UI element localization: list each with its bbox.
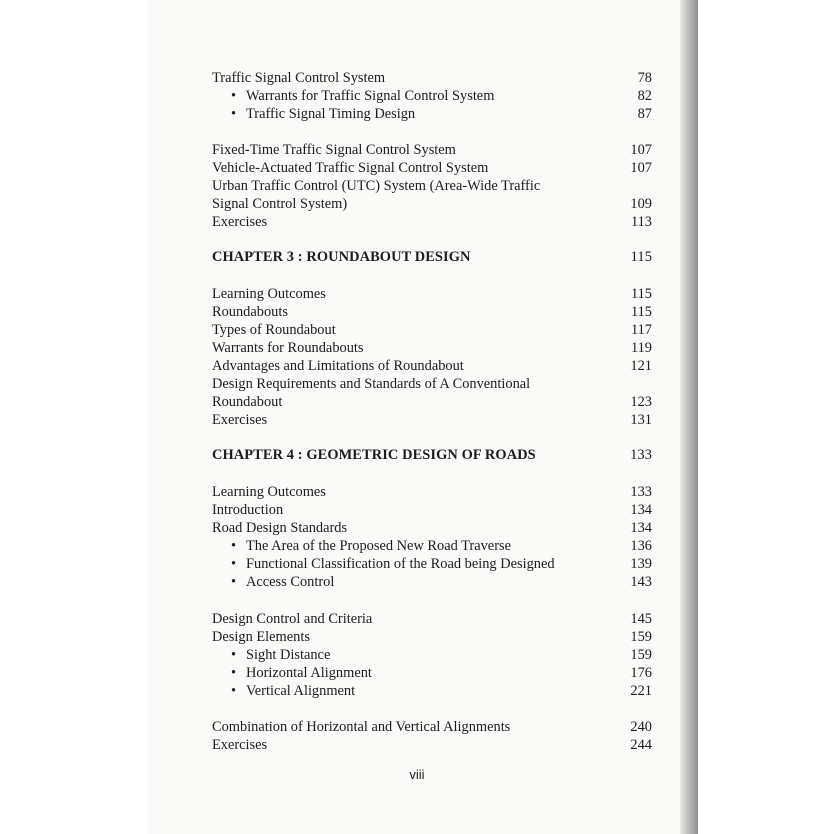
toc-entry	[212, 141, 652, 159]
toc-entry	[212, 718, 652, 736]
toc-entry-title: CHAPTER 4 : GEOMETRIC DESIGN OF ROADS	[212, 447, 536, 463]
toc-entry	[212, 303, 652, 321]
toc-page-number: 221	[630, 683, 652, 699]
toc-entry-title: • The Area of the Proposed New Road Traverse	[246, 537, 511, 555]
toc-entry	[212, 177, 652, 195]
toc-page-number: 107	[630, 160, 652, 176]
toc-entry-title: CHAPTER 3 : ROUNDABOUT DESIGN	[212, 249, 471, 265]
toc-page-number: 134	[630, 520, 652, 536]
toc-page-number: 123	[630, 394, 652, 410]
toc-entry-title: Exercises	[212, 214, 268, 230]
toc-page-number: 87	[637, 106, 652, 122]
toc-entry-title: • Access Control	[246, 573, 334, 591]
toc-page-number: 133	[630, 484, 652, 500]
toc-entry	[212, 321, 652, 339]
toc-entry	[212, 736, 652, 754]
toc-entry-title: Fixed-Time Traffic Signal Control System	[212, 142, 456, 158]
toc-entry	[212, 339, 652, 357]
page-edge-shadow	[680, 0, 698, 834]
toc-entry	[212, 213, 652, 231]
toc-page-number: 117	[630, 322, 652, 338]
toc-entry	[212, 195, 652, 213]
toc-entry-title: • Horizontal Alignment	[246, 664, 372, 682]
toc-entry	[212, 519, 652, 537]
toc-page-number: 107	[630, 142, 652, 158]
toc-entry-title: Combination of Horizontal and Vertical Alignments	[212, 719, 511, 735]
toc-entry-title: Warrants for Roundabouts	[212, 340, 364, 356]
toc-sub-entry	[212, 682, 652, 700]
toc-page-number: 121	[630, 358, 652, 374]
toc-page-number: 131	[630, 412, 652, 428]
toc-entry	[212, 628, 652, 646]
toc-page-number: 82	[637, 88, 652, 104]
toc-page-number: 115	[630, 249, 652, 265]
toc-entry	[212, 483, 652, 501]
toc-page-number: 159	[630, 629, 652, 645]
toc-page-number: 133	[630, 447, 652, 463]
toc-entry	[212, 501, 652, 519]
toc-entry-title: • Sight Distance	[246, 646, 330, 664]
toc-sub-entry	[212, 646, 652, 664]
toc-entry-title: Learning Outcomes	[212, 286, 326, 302]
toc-page-number: 119	[630, 340, 652, 356]
toc-entry-title: Traffic Signal Control System	[212, 70, 386, 86]
toc-entry-title: Vehicle-Actuated Traffic Signal Control System	[212, 160, 489, 176]
toc-entry-title: Roundabouts	[212, 304, 288, 320]
toc-page-number: 143	[630, 574, 652, 590]
toc-entry-title: Signal Control System)	[212, 196, 348, 212]
toc-page-number: 244	[630, 737, 652, 753]
toc-entry-title: Introduction	[212, 502, 284, 518]
toc-page-number: 113	[630, 214, 652, 230]
toc-page-number: 109	[630, 196, 652, 212]
toc-entry	[212, 357, 652, 375]
toc-page-number: 115	[630, 304, 652, 320]
toc-entry-title: • Warrants for Traffic Signal Control System	[246, 87, 494, 105]
toc-entry	[212, 159, 652, 177]
toc-entry-title: • Functional Classification of the Road being Designed	[246, 555, 555, 573]
toc-chapter-heading	[212, 446, 652, 464]
toc-page-number: 78	[637, 70, 652, 86]
toc-entry	[212, 411, 652, 429]
toc-entry-title: Design Control and Criteria	[212, 611, 373, 627]
toc-entry-title: Exercises	[212, 412, 268, 428]
toc-entry-title: Learning Outcomes	[212, 484, 326, 500]
toc-entry	[212, 610, 652, 628]
toc-sub-entry	[212, 573, 652, 591]
toc-page-number: 136	[630, 538, 652, 554]
toc-sub-entry	[212, 105, 652, 123]
toc-entry-title: Urban Traffic Control (UTC) System (Area-Wide Traffic	[212, 178, 541, 194]
toc-page-number: 139	[630, 556, 652, 572]
toc-entry	[212, 69, 652, 87]
toc-entry	[212, 375, 652, 393]
toc-sub-entry	[212, 537, 652, 555]
toc-entry-title: Design Elements	[212, 629, 310, 645]
toc-page-number: 159	[630, 647, 652, 663]
toc-page-number: 134	[630, 502, 652, 518]
toc-page-number: 240	[630, 719, 652, 735]
toc-entry-title: Types of Roundabout	[212, 322, 336, 338]
toc-entry-title: • Vertical Alignment	[246, 682, 355, 700]
toc-entry	[212, 393, 652, 411]
toc-entry-title: Exercises	[212, 737, 268, 753]
toc-page-number: 145	[630, 611, 652, 627]
toc-page-number: 176	[630, 665, 652, 681]
toc-chapter-heading	[212, 248, 652, 266]
toc-entry	[212, 285, 652, 303]
toc-entry-title: Road Design Standards	[212, 520, 348, 536]
toc-page-number: 115	[630, 286, 652, 302]
toc-sub-entry	[212, 664, 652, 682]
toc-sub-entry	[212, 87, 652, 105]
toc-entry-title: • Traffic Signal Timing Design	[246, 105, 415, 123]
toc-entry-title: Roundabout	[212, 394, 283, 410]
toc-entry-title: Advantages and Limitations of Roundabout	[212, 358, 464, 374]
toc-entry-title: Design Requirements and Standards of A Conventional	[212, 376, 531, 392]
toc-sub-entry	[212, 555, 652, 573]
page-number-footer: viii	[409, 767, 425, 782]
